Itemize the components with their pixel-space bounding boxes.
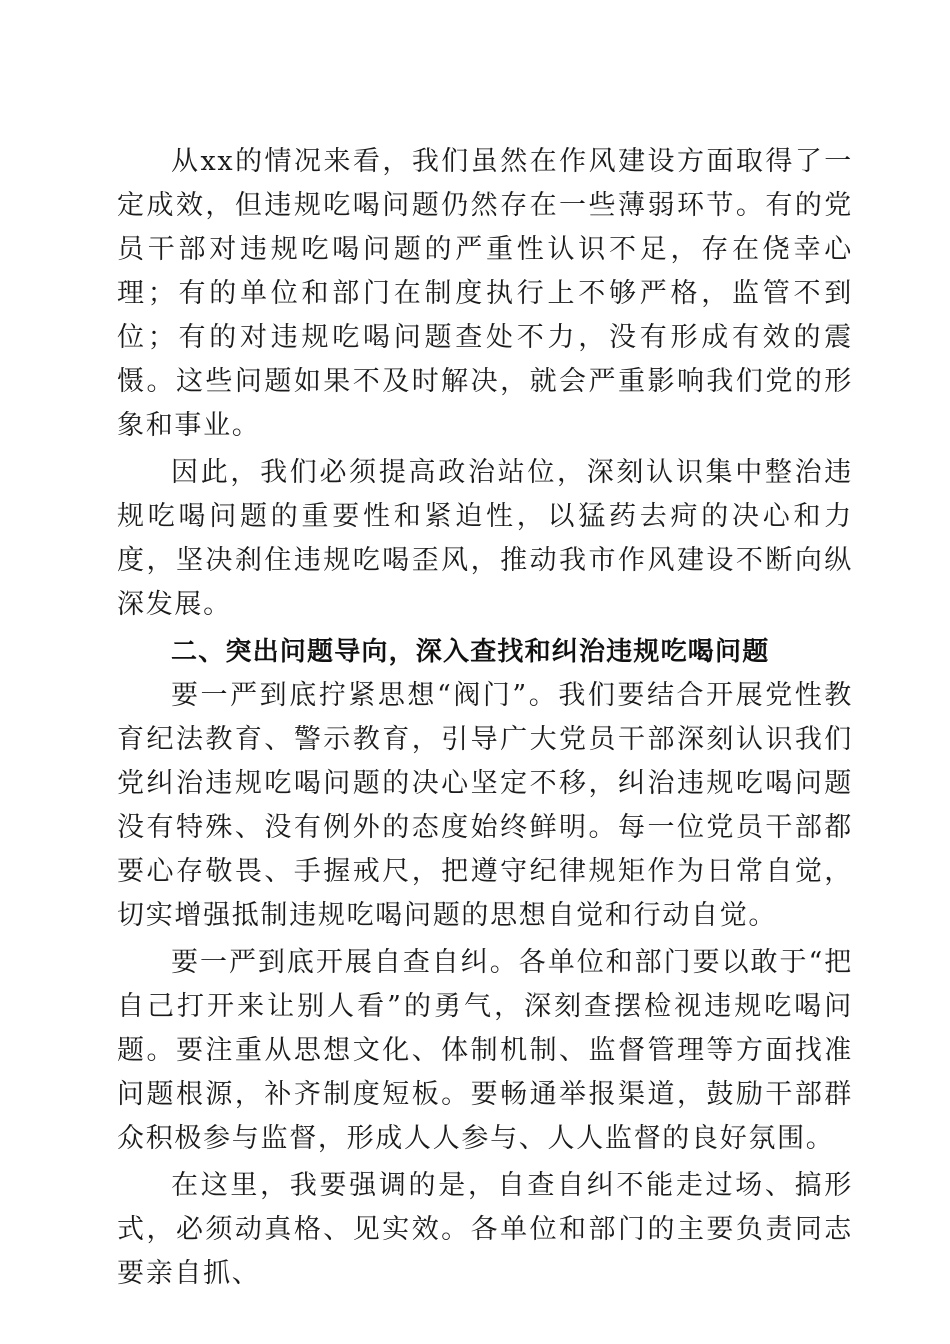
paragraph-therefore: 因此，我们必须提高政治站位，深刻认识集中整治违规吃喝问题的重要性和紧迫性，以猛药去疴的决心和力度，坚决刹住违规吃喝歪风，推动我市作风建设不断向纵深发展。 <box>117 457 853 620</box>
paragraph-ideology: 要一严到底拧紧思想“阀门”。我们要结合开展党性教育纪法教育、警示教育，引导广大党员干部深刻认识我们党纠治违规吃喝问题的决心坚定不移，纠治违规吃喝问题没有特殊、没有例外的态度始终鲜明。每一位党员干部都要心存敬畏、手握戒尺，把遵守纪律规矩作为日常自觉，切实增强抵制违规吃喝问题的思想自觉和行动自觉。 <box>117 680 853 931</box>
document-body <box>117 140 853 1296</box>
paragraph-emphasis: 在这里，我要强调的是，自查自纠不能走过场、搞形式，必须动真格、见实效。各单位和部门的主要负责同志要亲自抓、 <box>117 1170 853 1289</box>
paragraph-self-inspection: 要一严到底开展自查自纠。各单位和部门要以敢于“把自己打开来让别人看”的勇气，深刻查摆检视违规吃喝问题。要注重从思想文化、体制机制、监督管理等方面找准问题根源，补齐制度短板。要畅通举报渠道，鼓励干部群众积极参与监督，形成人人参与、人人监督的良好氛围。 <box>117 947 853 1154</box>
paragraph-situation: 从xx的情况来看，我们虽然在作风建设方面取得了一定成效，但违规吃喝问题仍然存在一些薄弱环节。有的党员干部对违规吃喝问题的严重性认识不足，存在侥幸心理；有的单位和部门在制度执行上不够严格，监管不到位；有的对违规吃喝问题查处不力，没有形成有效的震慑。这些问题如果不及时解决，就会严重影响我们党的形象和事业。 <box>117 146 853 441</box>
section-heading: 二、突出问题导向，深入查找和纠治违规吃喝问题 <box>171 637 770 667</box>
